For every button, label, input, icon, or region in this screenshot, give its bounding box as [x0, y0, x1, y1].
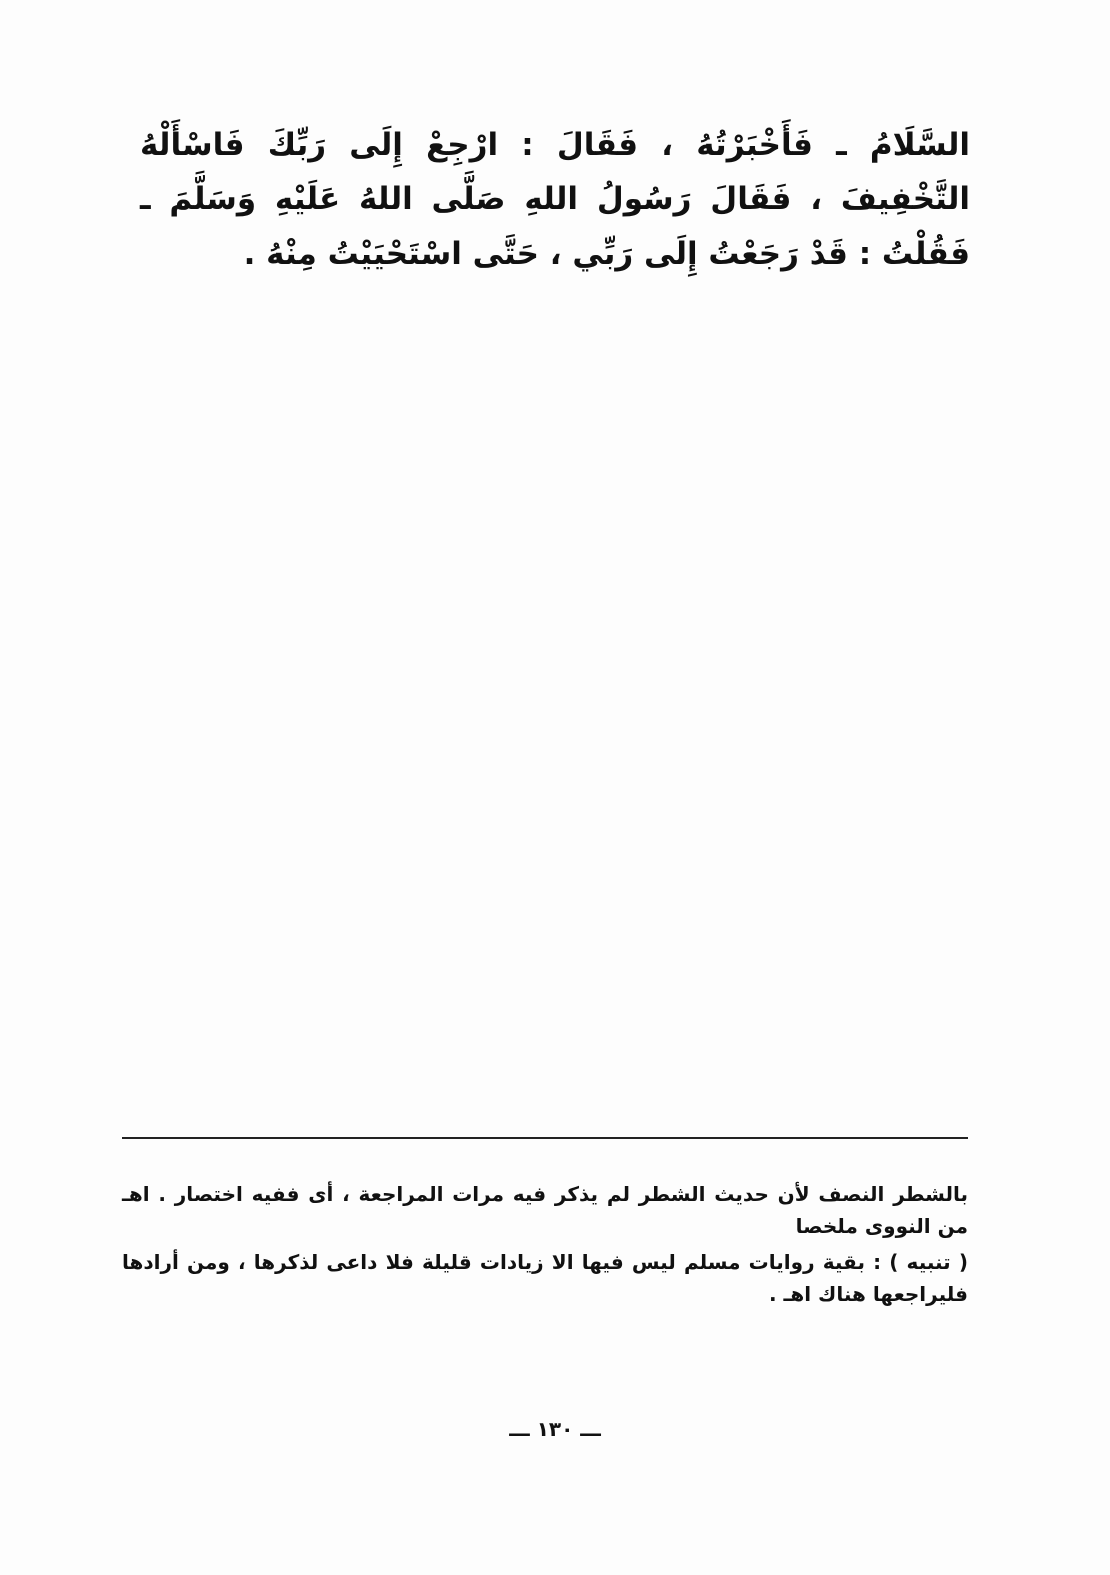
footnote-2: ( تنبيه ) : بقية روايات مسلم ليس فيها الا زيادات قليلة فلا داعى لذكرها ، ومن أرادها فليراجعها هناك اهـ . [122, 1250, 968, 1306]
footnotes-section [122, 1178, 968, 1314]
main-body-text: السَّلَامُ ـ فَأَخْبَرْتُهُ ، فَقَالَ : ارْجِعْ إِلَى رَبِّكَ فَاسْأَلْهُ التَّخْفِيفَ ، فَقَالَ رَسُولُ اللهِ صَلَّى اللهُ عَلَيْهِ وَسَلَّمَ ـ فَقُلْتُ : قَدْ رَجَعْتُ إِلَى رَبِّي ، حَتَّى اسْتَحْيَيْتُ مِنْهُ . [140, 127, 970, 272]
footnote-divider [122, 1137, 968, 1139]
footnote-1: بالشطر النصف لأن حديث الشطر لم يذكر فيه مرات المراجعة ، أى ففيه اختصار . اهـ من النووى ملخصا [122, 1182, 968, 1238]
page-number: ـــ ١٣٠ ـــ [509, 1417, 601, 1441]
